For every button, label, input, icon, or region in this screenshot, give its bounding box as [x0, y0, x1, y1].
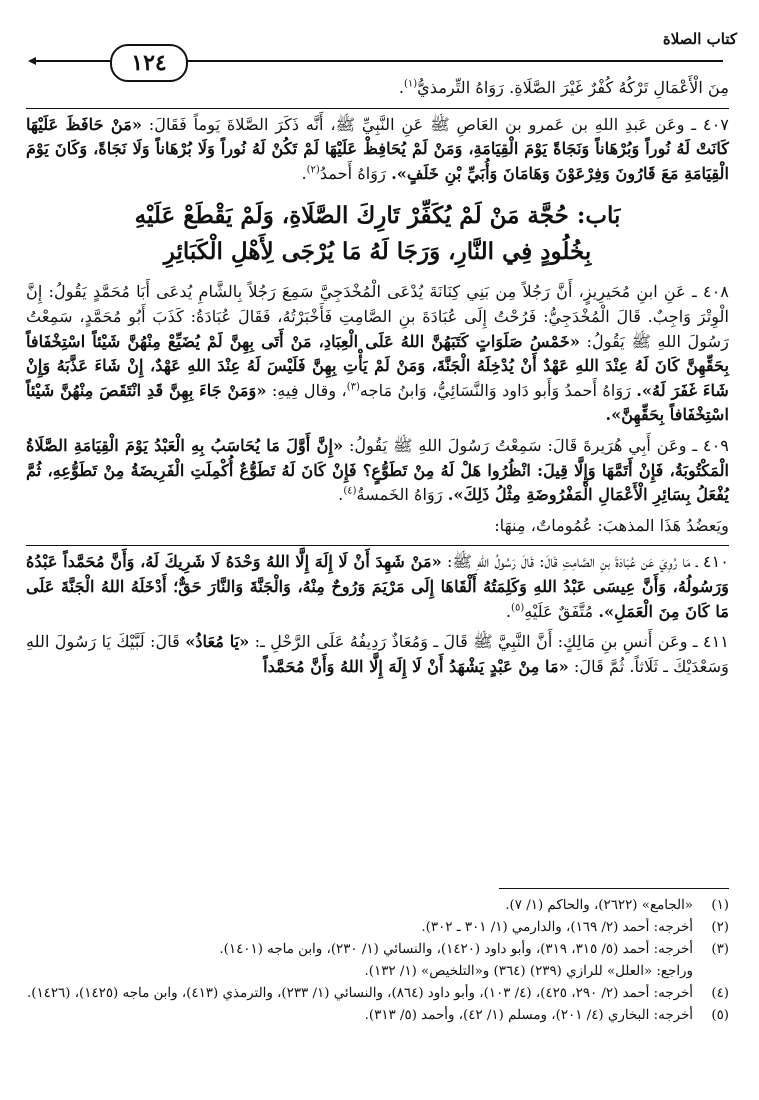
page-number: ١٢٤ [110, 44, 188, 82]
hadith-text: «خَمْسُ صَلَوَاتٍ كَتَبَهُنَّ اللهُ عَلَى الْعِبَادِ، مَنْ أَتَى بِهِنَّ لَمْ يُضَيِّعْ مِنْهُنَّ شَيْئاً اسْتِخْفَافاً بِحَقِّهِنَّ كَانَ لَهُ عِنْدَ اللهِ عَهْدٌ أَنْ يُدْخِلَهُ الْجَنَّةَ، وَمَنْ لَمْ يَأْتِ بِهِنَّ فَلَيْسَ لَهُ عِنْدَ اللهِ عَهْدٌ، إِنْ شَاءَ عَذَّبَهُ وَإِنْ شَاءَ غَفَرَ لَهُ». [26, 331, 730, 400]
footnote-ref: (٤) [343, 485, 357, 497]
footnote: (٣) أخرجه: أحمد (٥/ ٣١٥، ٣١٩)، وأبو داود (١٤٢٠)، والنسائي (١/ ٢٣٠)، وابن ماجه (١٤٠١). [219, 942, 729, 957]
footnote-ref: (٢) [306, 164, 320, 176]
paragraph-continuation: مِنَ الْأَعْمَالِ تَرْكُهُ كُفْرٌ غَيْرَ الصَّلَاةِ. رَوَاهُ التِّرمذيُّ$^{(١)}$. [398, 78, 729, 97]
book-title: كتاب الصلاة [662, 30, 737, 48]
footnote: (٢) أخرجه: أحمد (٢/ ١٦٩)، والدارمي (١/ ٣٠١ ـ ٣٠٢). [421, 920, 729, 935]
header-ornament [32, 60, 110, 62]
hadith-411: ٤١١ ـ وعَن أَنسِ بنِ مَالِكٍ: أَنَّ النَّبِيَّ ﷺ قَالَ ـ وَمُعَاذٌ رَدِيفُهُ عَلَى الرَّحْلِ ـ: «يَا مُعَاذُ» قَالَ: لَبَّيْكَ يَا رَسُولَ اللهِ وَسَعْدَيْكَ ـ ثَلَاثاً. ثُمَّ قَالَ: «مَا مِنْ عَبْدٍ يَشْهَدُ أَنْ لَا إِلَهَ إِلَّا اللهُ وَأَنَّ مُحَمَّداً [26, 632, 729, 676]
section-divider [26, 545, 729, 546]
paragraph-madhhab: ويَعضُدُ هَذَا المذهبَ: عُمُوماتٌ، مِنهَا: [494, 515, 729, 535]
hadith-text: «مَنْ حَافَظَ عَلَيْهَا كَانَتْ لَهُ نُوراً وَبُرْهَاناً وَنَجَاةً يَوْمَ الْقِيَامَةِ، وَمَنْ لَمْ يُحَافِظْ عَلَيْهَا لَمْ تَكُنْ لَهُ نُوراً وَلَا بُرْهَاناً وَلَا نَجَاةً، وَكَانَ يَوْمَ الْقِيَامَةِ مَعَ قَارُونَ وَفِرْعَوْنَ وَهَامَانَ وَأُبَيِّ بْنِ خَلَفٍ». [26, 114, 729, 183]
chapter-heading: بَاب: حُجَّة مَنْ لَمْ يُكَفِّرْ تَارِكَ الصَّلَاةِ، وَلَمْ يَقْطَعْ عَلَيْهِ بِخُلُودٍ فِي النَّارِ، وَرَجَا لَهُ مَا يُرْجَى لِأَهْلِ الْكَبَائِرِ [134, 202, 621, 266]
section-divider [26, 108, 729, 109]
hadith-407: ٤٠٧ ـ وعَن عَبدِ اللهِ بن عَمرو بن العَاصِ ﷺ عَنِ النَّبِيِّ ﷺ، أَنَّه ذَكَرَ الصَّلاةَ يَوماً فَقَالَ: «مَنْ حَافَظَ عَلَيْهَا كَانَتْ لَهُ نُوراً وَبُرْهَاناً وَنَجَاةً يَوْمَ الْقِيَامَةِ، وَمَنْ لَمْ يُحَافِظْ عَلَيْهَا لَمْ تَكُنْ لَهُ نُوراً وَلَا بُرْهَاناً وَلَا نَجَاةً، وَكَانَ يَوْمَ الْقِيَامَةِ مَعَ قَارُونَ وَفِرْعَوْنَ وَهَامَانَ وَأُبَيِّ بْنِ خَلَفٍ». رَوَاهُ أَحمدُ$^{(٢)}$. [26, 114, 729, 183]
footnote: (٥) أخرجه: البخاري (٤/ ٢٠١)، ومسلم (١/ ٤٢)، وأحمد (٥/ ٣١٣). [364, 1008, 729, 1023]
main-text [26, 76, 729, 679]
footnote-ref: (٣) [346, 381, 360, 393]
footnote-rule [499, 888, 729, 889]
hadith-408: ٤٠٨ ـ عَنِ ابنِ مُحَيرِيزٍ، أَنَّ رَجُلاً مِن بَنِي كِنَانَةَ يُدْعَى الْمُخْدَجِيَّ سَمِعَ رَجُلاً بِالشَّامِ يُدعَى أَبَا مُحَمَّدٍ يَقُولُ: إِنَّ الْوِتْرَ وَاجِبٌ. قَالَ الْمُخْدَجِيُّ: فَرُحْتُ إِلَى عُبَادَةَ بنِ الصَّامِتِ فَأَخْبَرْتُهُ، فَقَالَ عُبَادَةُ: كَذَبَ أَبُو مُحَمَّدٍ، سَمِعْتُ رَسُولَ اللهِ ﷺ يَقُولُ: «خَمْسُ صَلَوَاتٍ كَتَبَهُنَّ اللهُ عَلَى الْعِبَادِ، مَنْ أَتَى بِهِنَّ لَمْ يُضَيِّعْ مِنْهُنَّ شَيْئاً اسْتِخْفَافاً بِحَقِّهِنَّ كَانَ لَهُ عِنْدَ اللهِ عَهْدٌ أَنْ يُدْخِلَهُ الْجَنَّةَ، وَمَنْ لَمْ يَأْتِ بِهِنَّ فَلَيْسَ لَهُ عِنْدَ اللهِ عَهْدٌ، إِنْ شَاءَ عَذَّبَهُ وَإِنْ شَاءَ غَفَرَ لَهُ». رَوَاهُ أَحمدُ وَأَبو دَاود وَالنَّسَائِيُّ، وَابنُ مَاجه$^{(٣)}$، وقال فِيهِ: «وَمَنْ جَاءَ بِهِنَّ قَدِ انْتَقَصَ مِنْهُنَّ شَيْئاً اسْتِخْفَافاً بِحَقِّهِنَّ». [26, 282, 730, 425]
footnote: (١) «الجامع» (٢٦٢٢)، والحاكم (١/ ٧). [505, 898, 729, 913]
footnote-continuation: وراجع: «العلل» للرازي (٢٣٩) (٣٦٤) و«التلخيص» (١/ ١٣٢). [364, 964, 693, 979]
footnote: (٤) أخرجه: أحمد (٢/ ٢٩٠، ٤٢٥)، (٤/ ١٠٣)، وأبو داود (٨٦٤)، والنسائي (١/ ٢٣٣)، والترمذي (٤١٣)، وابن ماجه (١٤٢٥)، (١٤٢٦). [26, 986, 729, 1001]
hadith-410: ٤١٠ ـ مَا رُوِيَ عَن عُبَادَةَ بنِ الصَّامِتِ قَالَ: قَالَ رَسُولُ اللهِ ﷺ: «مَنْ شَهِدَ أَنْ لَا إِلَهَ إِلَّا اللهُ وَحْدَهُ لَا شَرِيكَ لَهُ، وَأَنَّ مُحَمَّداً عَبْدُهُ وَرَسُولُهُ، وَأَنَّ عِيسَى عَبْدُ اللهِ وَكَلِمَتُهُ أَلْقَاهَا إِلَى مَرْيَمَ وَرُوحٌ مِنْهُ، وَالْجَنَّةَ وَالنَّارَ حَقٌّ؛ أَدْخَلَهُ اللهُ الْجَنَّةَ عَلَى مَا كَانَ مِنَ الْعَمَلِ». مُتَّفَقٌ عَلَيْهِ$^{(٥)}$. [26, 552, 729, 621]
hadith-409: ٤٠٩ ـ وعَن أَبِي هُرَيرةَ قَالَ: سَمِعْتُ رَسُولَ اللهِ ﷺ يَقُولُ: «إِنَّ أَوَّلَ مَا يُحَاسَبُ بِهِ الْعَبْدُ يَوْمَ الْقِيَامَةِ الصَّلَاةُ الْمَكْتُوبَةُ، فَإِنْ أَتَمَّهَا وَإِلَّا قِيلَ: انْظُرُوا هَلْ لَهُ مِنْ تَطَوُّعٍ؟ فَإِنْ كَانَ لَهُ تَطَوُّعٌ أُكْمِلَتِ الْفَرِيضَةُ مِنْ تَطَوُّعِهِ، ثُمَّ يُفْعَلُ بِسَائِرِ الْأَعْمَالِ الْمَفْرُوضَةِ مِثْلُ ذَلِكَ». رَوَاهُ الخَمسةُ$^{(٤)}$. [26, 435, 730, 505]
hadith-text: «وَمَنْ جَاءَ بِهِنَّ قَدِ انْتَقَصَ مِنْهُنَّ شَيْئاً اسْتِخْفَافاً بِحَقِّهِنَّ». [26, 380, 729, 425]
hadith-text: «مَنْ شَهِدَ أَنْ لَا إِلَهَ إِلَّا اللهُ وَحْدَهُ لَا شَرِيكَ لَهُ، وَأَنَّ مُحَمَّداً عَبْدُهُ وَرَسُولُهُ، وَأَنَّ عِيسَى عَبْدُ اللهِ وَكَلِمَتُهُ أَلْقَاهَا إِلَى مَرْيَمَ وَرُوحٌ مِنْهُ، وَالْجَنَّةَ وَالنَّارَ حَقٌّ؛ أَدْخَلَهُ اللهُ الْجَنَّةَ عَلَى مَا كَانَ مِنَ الْعَمَلِ». [26, 552, 729, 621]
page-header [18, 22, 741, 76]
footnote-ref: (٥) [511, 602, 525, 614]
footnotes [26, 888, 729, 1027]
hadith-text: «يَا مُعَاذُ» [185, 632, 250, 652]
hadith-text: «مَا مِنْ عَبْدٍ يَشْهَدُ أَنْ لَا إِلَهَ إِلَّا اللهُ وَأَنَّ مُحَمَّداً [263, 656, 569, 676]
header-rule [168, 60, 723, 62]
hadith-text: «إِنَّ أَوَّلَ مَا يُحَاسَبُ بِهِ الْعَبْدُ يَوْمَ الْقِيَامَةِ الصَّلَاةُ الْمَكْتُوبَةُ، فَإِنْ أَتَمَّهَا وَإِلَّا قِيلَ: انْظُرُوا هَلْ لَهُ مِنْ تَطَوُّعٍ؟ فَإِنْ كَانَ لَهُ تَطَوُّعٌ أُكْمِلَتِ الْفَرِيضَةُ مِنْ تَطَوُّعِهِ، ثُمَّ يُفْعَلُ بِسَائِرِ الْأَعْمَالِ الْمَفْرُوضَةِ مِثْلُ ذَلِكَ». [26, 435, 729, 505]
footnote-ref: (١) [403, 78, 418, 90]
